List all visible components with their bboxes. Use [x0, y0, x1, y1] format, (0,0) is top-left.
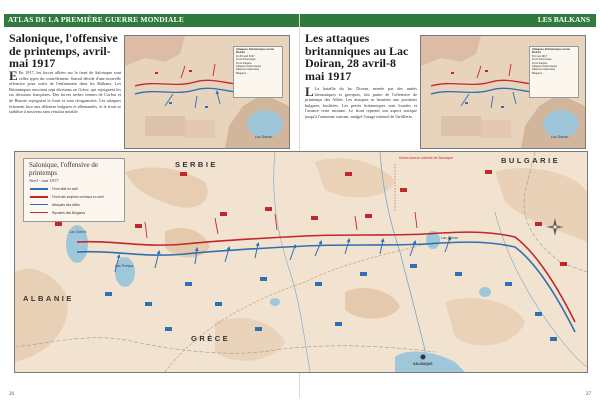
left-article-text: En 1917, les forces alliées sur le front de Salonique sont celles types du contrôlement. Sarrail décide d'une nouvelle offensive pour sortir de l'enlisement dans les Balkans. Les Britanniques envoient sept divisions en Grèce, qui rejoignent les six divisions françaises. Des forces serbes venues de Corfou et de Bizerte rejoignent le front et sont réorganisées. Les attaques échouent face aux défenses bulgares et allemandes, et le front se stabilise à nouveau sans résultat notable.	[9, 70, 121, 115]
left-article-title: Salonique, l'offensive de printemps, avril-mai 1917	[9, 31, 118, 70]
page-number-left: 26	[9, 392, 14, 397]
book-title: ATLAS DE LA PREMIÈRE GUERRE MONDIALE	[8, 15, 185, 24]
dropcap: E	[9, 70, 18, 83]
city-salonique: SALONIQUE	[413, 362, 433, 366]
inset-map-left	[124, 35, 290, 149]
inset-legend-item: Attaques britanniques	[236, 65, 262, 69]
legend-swatch-central-front	[30, 196, 48, 198]
inset-legend-item: Front bulgare	[236, 61, 252, 65]
legend-item: Attaques des Alliés	[52, 203, 80, 207]
inset-legend-title: Attaques britanniques au lac Doiran	[532, 47, 571, 55]
left-article-body	[9, 70, 121, 150]
lake-doiran	[247, 110, 283, 138]
inset-legend-left	[233, 46, 283, 98]
inset-legend-item: Attaques britanniques	[532, 65, 558, 69]
inset-legend-date: 8-9 mai 1917	[532, 54, 548, 58]
legend-swatch-allied-attack	[30, 204, 48, 205]
dropcap: L	[305, 86, 314, 99]
map-note: Doiran sous le contrôle de Salonique	[399, 156, 453, 160]
country-greece: GRÈCE	[191, 334, 231, 343]
inset-legend-right	[529, 46, 579, 98]
inset-legend-item: Front britannique	[236, 58, 256, 62]
inset-legend-item: Bulgares	[236, 71, 247, 75]
main-legend-title: Salonique, l'offensive de printemps	[29, 161, 98, 177]
salonique-marker	[421, 355, 426, 360]
lake-prespa-label: Lac Prespa	[115, 264, 134, 268]
legend-item: Ripostes des Bulgares	[52, 211, 85, 215]
legend-swatch-bulgarian-riposte	[30, 212, 48, 213]
inset-map-right	[420, 35, 586, 149]
legend-item: Front des empires centraux en avril	[52, 195, 104, 199]
right-article-text: La bataille du lac Doiran, menée par des unités britanniques et grecques, fait partie de l'offensive de printemps des Alliés. Les attaques se heurtent aux positions bulgares fortifiées. Les pertes britanniques sont lourdes et l'avance reste minime. Le front reprend son aspect statique jusqu'à l'automne suivant, malgré l'usage intensif de l'artillerie.	[305, 86, 417, 119]
inset-lake-label: Lac Doiran	[551, 135, 569, 139]
inset-legend-item: Défense britannique	[236, 68, 260, 72]
right-article-body	[305, 86, 417, 150]
country-bulgaria: BULGARIE	[501, 156, 561, 165]
country-serbia: SERBIE	[175, 160, 218, 169]
inset-legend-title: Attaques britanniques au lac Doiran	[236, 47, 275, 55]
lake-doiran-label: Lac Doiran	[441, 236, 459, 240]
country-albania: ALBANIE	[23, 294, 74, 303]
legend-item: Front allié en avril	[52, 187, 79, 191]
right-article-title: Les attaques britanniques au Lac Doiran, 28 avril-8 mai 1917	[305, 31, 409, 83]
inset-legend-item: Front bulgare	[532, 61, 548, 65]
page-number-right: 27	[586, 392, 591, 397]
header-band	[4, 14, 596, 27]
inset-legend-date: 24-25 avril 1917	[236, 54, 255, 58]
inset-legend-item: Bulgares	[532, 71, 543, 75]
legend-swatch-allied-front	[30, 188, 48, 190]
main-map-legend	[23, 158, 125, 222]
inset-legend-item: Front britannique	[532, 58, 552, 62]
main-map	[14, 151, 588, 373]
inset-lake-label: Lac Doiran	[255, 135, 273, 139]
chapter-title: LES BALKANS	[537, 15, 590, 24]
lake-ochrid-label: Lac Ochrid	[69, 230, 87, 234]
inset-legend-item: Défense britannique	[532, 68, 556, 72]
lake-doiran	[543, 110, 579, 138]
main-legend-date: Avril - mai 1917	[29, 178, 59, 183]
